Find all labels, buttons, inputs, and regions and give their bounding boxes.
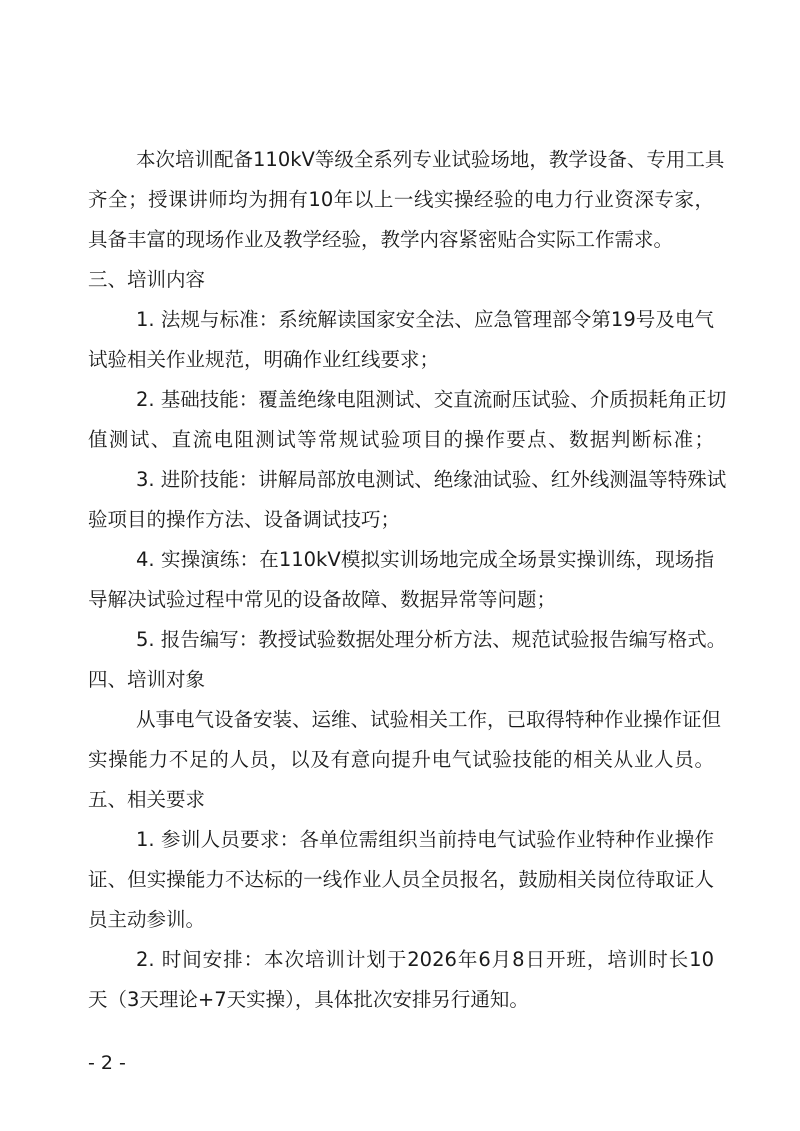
- paragraph-line: 本次培训配备110kV等级全系列专业试验场地，教学设备、专用工具: [136, 148, 725, 171]
- paragraph-line: 从事电气设备安装、运维、试验相关工作，已取得特种作业操作证但: [136, 708, 722, 731]
- paragraph-line: 4. 实操演练：在110kV模拟实训场地完成全场景实操训练，现场指: [136, 548, 714, 571]
- paragraph-line: 天（3天理论+7天实操），具体批次安排另行通知。: [88, 988, 529, 1011]
- section-heading-requirements: 五、相关要求: [88, 788, 206, 811]
- paragraph-line: 2. 时间安排：本次培训计划于2026年6月8日开班，培训时长10: [136, 948, 714, 971]
- paragraph-line: 5. 报告编写：教授试验数据处理分析方法、规范试验报告编写格式。: [136, 628, 727, 651]
- paragraph-line: 1. 参训人员要求：各单位需组织当前持电气试验作业特种作业操作: [136, 828, 714, 851]
- section-heading-training-target: 四、培训对象: [88, 668, 206, 691]
- paragraph-line: 齐全；授课讲师均为拥有10年以上一线实操经验的电力行业资深专家，: [88, 188, 714, 211]
- paragraph-line: 1. 法规与标准：系统解读国家安全法、应急管理部令第19号及电气: [136, 308, 714, 331]
- paragraph-line: 具备丰富的现场作业及教学经验，教学内容紧密贴合实际工作需求。: [88, 228, 674, 251]
- paragraph-line: 证、但实操能力不达标的一线作业人员全员报名，鼓励相关岗位待取证人: [88, 868, 714, 891]
- paragraph-line: 导解决试验过程中常见的设备故障、数据异常等问题；: [88, 588, 557, 611]
- paragraph-line: 值测试、直流电阻测试等常规试验项目的操作要点、数据判断标准；: [88, 428, 714, 451]
- paragraph-line: 试验相关作业规范，明确作业红线要求；: [88, 348, 440, 371]
- section-heading-training-content: 三、培训内容: [88, 268, 206, 291]
- paragraph-line: 实操能力不足的人员，以及有意向提升电气试验技能的相关从业人员。: [88, 748, 714, 771]
- paragraph-line: 员主动参训。: [88, 908, 206, 931]
- paragraph-line: 验项目的操作方法、设备调试技巧；: [88, 508, 401, 531]
- paragraph-line: 2. 基础技能：覆盖绝缘电阻测试、交直流耐压试验、介质损耗角正切: [136, 388, 727, 411]
- paragraph-line: 3. 进阶技能：讲解局部放电测试、绝缘油试验、红外线测温等特殊试: [136, 468, 727, 491]
- page-number: - 2 -: [88, 1052, 126, 1074]
